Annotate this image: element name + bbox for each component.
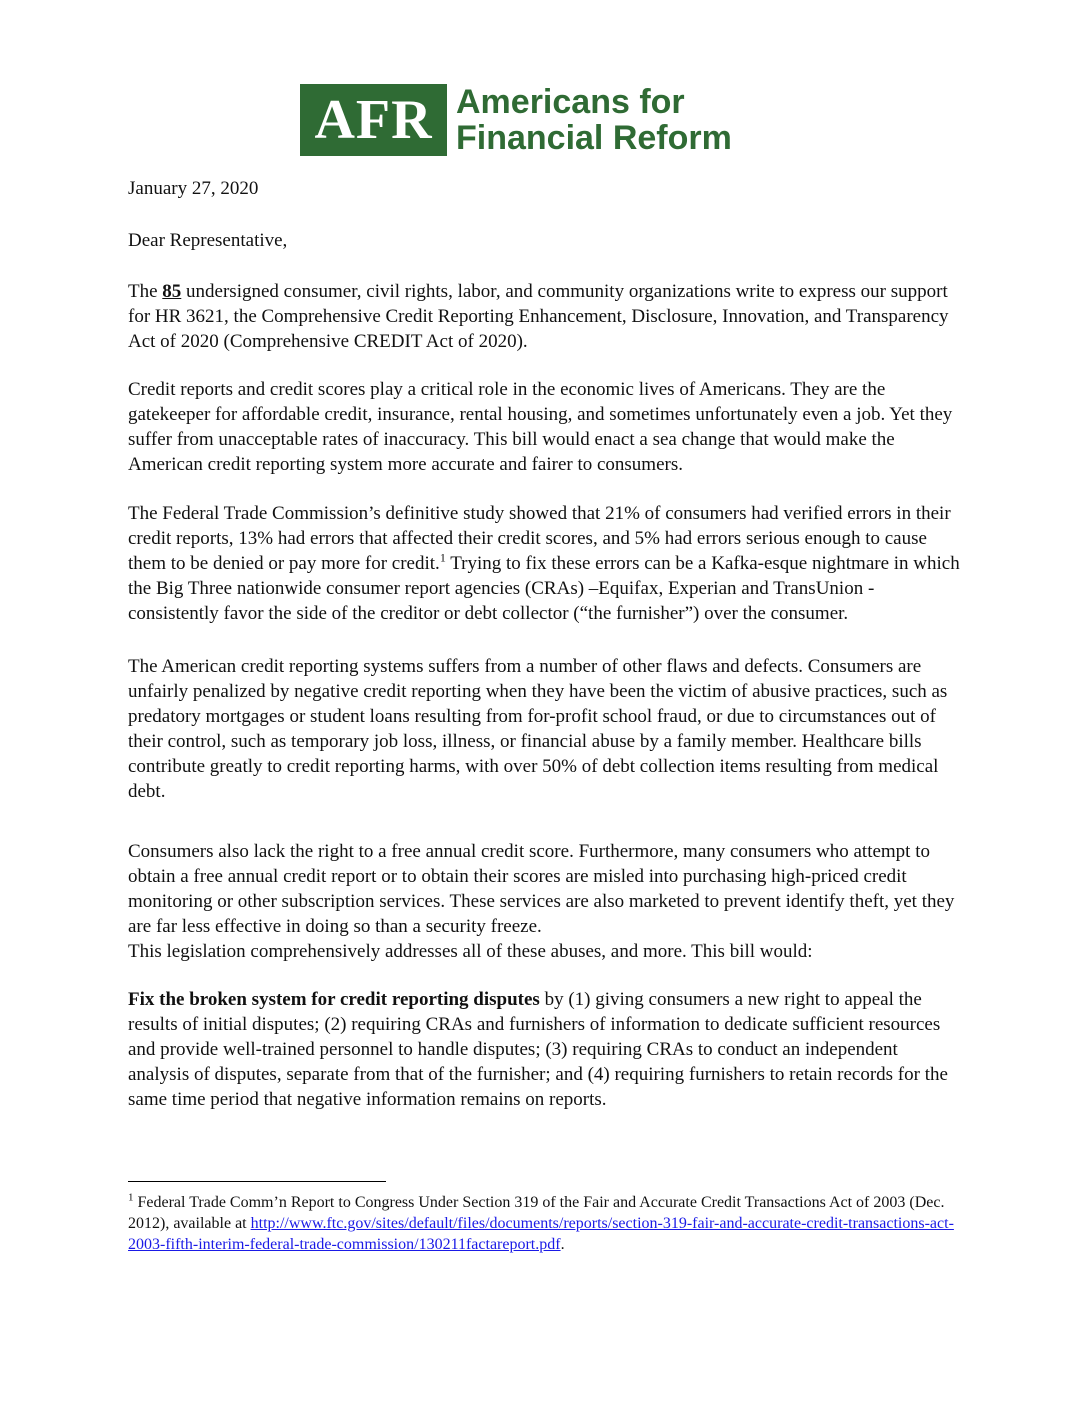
salutation: Dear Representative, — [128, 230, 288, 251]
disputes-heading: Fix the broken system for credit reporting disputes — [128, 989, 540, 1010]
paragraph-disputes — [128, 987, 963, 1112]
footnote-number: 1 — [128, 1191, 134, 1204]
footnote — [128, 1192, 963, 1255]
intro-rest: undersigned consumer, civil rights, labor, and community organizations write to express our support for HR 3621, the Comprehensive Credit Reporting Enhancement, Disclosure, Innovation, and Transparency Act of 2020 (Comprehensive CREDIT Act of 2020). — [128, 281, 949, 352]
logo-name-line2: Financial Reform — [456, 119, 732, 157]
letter-date: January 27, 2020 — [128, 178, 259, 199]
ftc-study-text-cont: Trying to fix these errors can be a Kafka-esque nightmare in which the Big Three nationwide consumer report agencies (CRAs) –Equifax, Experian and TransUnion - consistently favor the side of the creditor or debt collector (“the furnisher”) over the consumer. — [128, 553, 960, 624]
bill-would-text: This legislation comprehensively addresses all of these abuses, and more. This bill would: — [128, 941, 813, 962]
disputes-text: by (1) giving consumers a new right to appeal the results of initial disputes; (2) requiring CRAs and furnishers of information to dedicate sufficient resources and provide well-trained personnel to handle disputes; (3) requiring CRAs to conduct an independent analysis of disputes, separate from that of the furnisher; and (4) requiring furnishers to retain records for the same time period that negative information remains on reports. — [128, 989, 948, 1110]
ftc-study-text: The Federal Trade Commission’s definitive study showed that 21% of consumers had verified errors in their credit reports, 13% had errors that affected their credit scores, and 5% had errors serious enough to cause them to be denied or pay more for credit. — [128, 503, 951, 574]
paragraph-credit-score — [128, 839, 963, 964]
logo-name-line1: Americans for — [456, 83, 685, 121]
footnote-link[interactable]: http://www.ftc.gov/sites/default/files/documents/reports/section-319-fair-and-accurate-credit-transactions-act-2003-fifth-interim-federal-trade-commission/130211factareport.pdf — [128, 1215, 954, 1253]
logo-name — [456, 84, 732, 156]
footnote-divider — [128, 1181, 386, 1182]
signatory-count: 85 — [162, 281, 182, 302]
intro-lead: The — [128, 281, 163, 302]
paragraph-credit-reports: Credit reports and credit scores play a critical role in the economic lives of Americans. They are the gatekeeper for affordable credit, insurance, rental housing, and sometimes unfortunately even a job. Yet they suffer from unacceptable rates of inaccuracy. This bill would enact a sea change that would make the American credit reporting system more accurate and fairer to consumers. — [128, 379, 953, 475]
credit-score-text: Consumers also lack the right to a free annual credit score. Furthermore, many consumers who attempt to obtain a free annual credit report or to obtain their scores are misled into purchasing high-priced credit monitoring or other subscription services. These services are also marketed to prevent identify theft, yet they are far less effective in doing so than a security freeze. — [128, 841, 955, 937]
afr-logo — [300, 84, 732, 156]
paragraph-intro — [128, 279, 963, 354]
paragraph-ftc-study — [128, 501, 963, 626]
logo-abbr: AFR — [300, 84, 447, 156]
footnote-ref[interactable]: 1 — [439, 550, 446, 565]
footnote-end: . — [560, 1236, 565, 1253]
paragraph-flaws: The American credit reporting systems suffers from a number of other flaws and defects. Consumers are unfairly penalized by negative credit reporting when they have been the victim of abusive practices, such as predatory mortgages or student loans resulting from for-profit school fraud, or due to circumstances out of their control, such as temporary job loss, illness, or financial abuse by a family member. Healthcare bills contribute greatly to credit reporting harms, with over 50% of debt collection items resulting from medical debt. — [128, 656, 948, 802]
footnote-text: Federal Trade Comm’n Report to Congress Under Section 319 of the Fair and Accurate Credit Transactions Act of 2003 (Dec. 2012), available at — [128, 1194, 945, 1232]
